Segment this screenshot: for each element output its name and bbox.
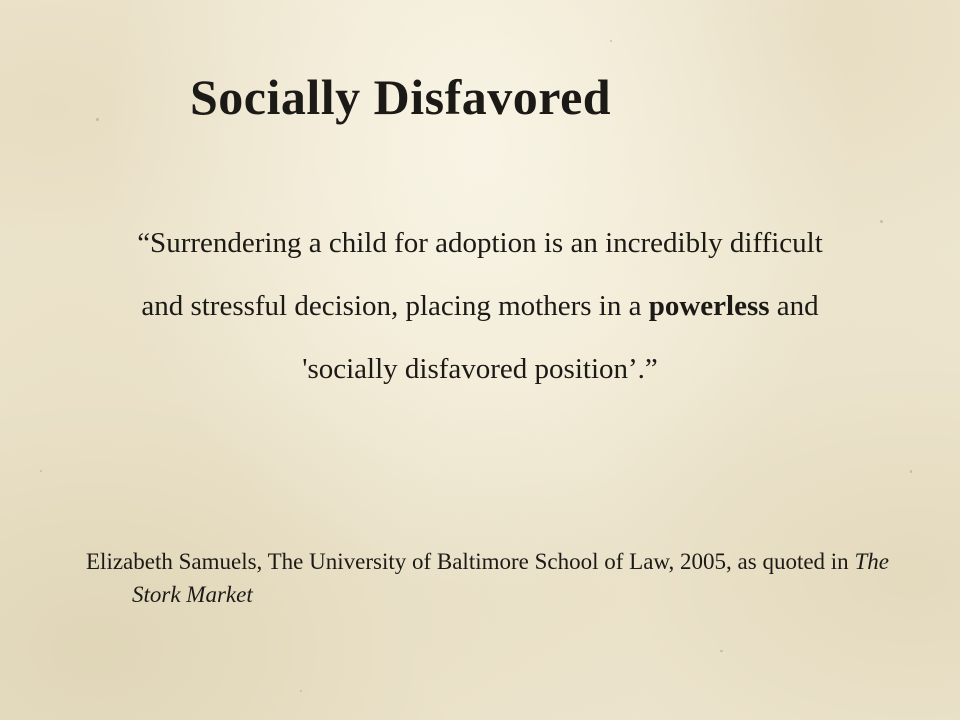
slide-title: Socially Disfavored [190, 69, 612, 125]
paper-speck [910, 470, 912, 473]
paper-speck [610, 40, 612, 42]
citation-book-title: The Stork Market [132, 549, 889, 607]
quote-emphasis: powerless [648, 290, 770, 322]
paper-speck [880, 220, 883, 223]
paper-speck [720, 650, 723, 652]
quote-text-part1: “Surrendering a child for adoption is an incredibly difficult and stressful decision, placing mothers in a [137, 227, 823, 322]
paper-speck [96, 118, 99, 121]
quote-text-part2: and 'socially disfavored position’.” [302, 290, 819, 385]
citation-text: Elizabeth Samuels, The University of Baltimore School of Law, 2005, as quoted in [86, 549, 855, 574]
paper-speck [40, 470, 42, 472]
quote-text [120, 212, 840, 401]
paper-speck [300, 690, 302, 692]
citation [86, 545, 892, 611]
